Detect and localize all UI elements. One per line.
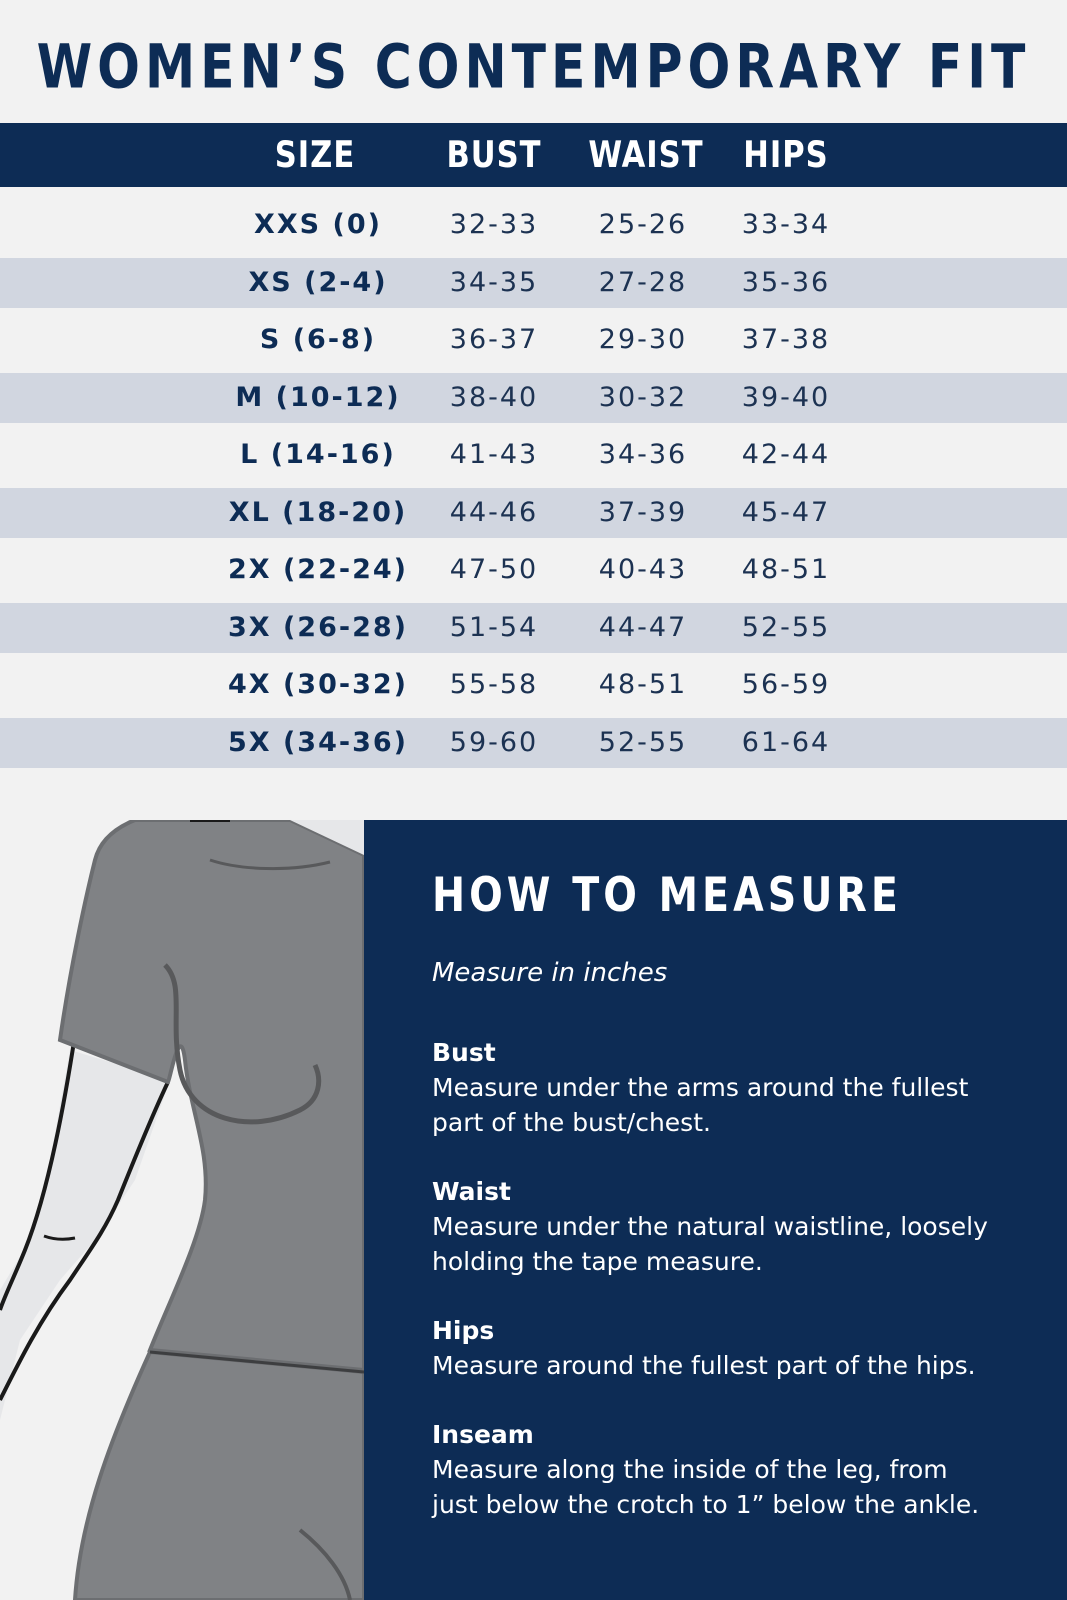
measure-heading: Waist — [432, 1177, 511, 1206]
cell-waist: 30-32 — [598, 381, 688, 413]
table-row — [0, 315, 1067, 365]
table-row — [0, 603, 1067, 653]
cell-bust: 38-40 — [449, 381, 539, 413]
cell-size: L (14-16) — [240, 439, 396, 470]
table-row — [0, 200, 1067, 250]
measure-text: Measure under the arms around the fullest — [432, 1073, 969, 1102]
table-header — [0, 123, 1067, 187]
cell-hips: 39-40 — [741, 381, 831, 413]
cell-size: 2X (22-24) — [227, 554, 409, 585]
cell-hips: 35-36 — [741, 266, 831, 298]
cell-waist: 25-26 — [598, 209, 688, 240]
cell-hips: 37-38 — [741, 324, 831, 355]
cell-hips: 45-47 — [741, 496, 831, 528]
cell-size: XS (2-4) — [248, 266, 388, 298]
cell-waist: 44-47 — [598, 611, 688, 643]
cell-waist: 29-30 — [598, 324, 688, 355]
cell-bust: 47-50 — [449, 554, 539, 585]
measure-text: Measure under the natural waistline, loosely — [432, 1212, 988, 1241]
table-row — [0, 430, 1067, 480]
cell-hips: 52-55 — [741, 611, 831, 643]
measure-text: part of the bust/chest. — [432, 1108, 711, 1137]
cell-bust: 55-58 — [449, 669, 539, 700]
measure-units-note: Measure in inches — [432, 958, 668, 988]
measure-heading: Bust — [432, 1038, 496, 1067]
cell-waist: 48-51 — [598, 669, 688, 700]
cell-size: XL (18-20) — [228, 496, 408, 528]
table-row — [0, 545, 1067, 595]
page-title: WOMEN’S CONTEMPORARY FIT — [36, 32, 1031, 103]
measure-heading: Inseam — [432, 1420, 534, 1449]
cell-waist: 27-28 — [598, 266, 688, 298]
cell-hips: 33-34 — [741, 209, 831, 240]
measure-text: Measure around the fullest part of the hips. — [432, 1351, 976, 1380]
table-row — [0, 660, 1067, 710]
cell-size: 4X (30-32) — [227, 669, 409, 700]
cell-hips: 61-64 — [741, 726, 831, 758]
measure-item-inseam — [432, 1418, 1032, 1522]
cell-bust: 51-54 — [449, 611, 539, 643]
cell-bust: 34-35 — [449, 266, 539, 298]
header-size: SIZE — [274, 133, 356, 177]
cell-waist: 37-39 — [598, 496, 688, 528]
cell-bust: 59-60 — [449, 726, 539, 758]
cell-waist: 40-43 — [598, 554, 688, 585]
header-hips: HIPS — [743, 133, 829, 177]
cell-size: S (6-8) — [259, 324, 377, 355]
table-row — [0, 718, 1067, 768]
table-row — [0, 373, 1067, 423]
measure-item-bust — [432, 1036, 1032, 1140]
cell-size: 5X (34-36) — [227, 726, 409, 758]
cell-hips: 56-59 — [741, 669, 831, 700]
cell-bust: 44-46 — [449, 496, 539, 528]
cell-bust: 41-43 — [449, 439, 539, 470]
measure-item-waist — [432, 1175, 1032, 1279]
measure-text: Measure along the inside of the leg, from — [432, 1455, 948, 1484]
header-waist: WAIST — [588, 133, 704, 177]
header-bust: BUST — [446, 133, 542, 177]
cell-waist: 34-36 — [598, 439, 688, 470]
measure-text: just below the crotch to 1” below the ankle. — [432, 1490, 980, 1519]
how-to-measure-title: HOW TO MEASURE — [432, 868, 902, 924]
cell-size: XXS (0) — [254, 209, 382, 240]
table-row — [0, 258, 1067, 308]
measure-text: holding the tape measure. — [432, 1247, 763, 1276]
how-to-measure-panel — [364, 820, 1067, 1600]
cell-bust: 36-37 — [449, 324, 539, 355]
cell-hips: 48-51 — [741, 554, 831, 585]
cell-size: 3X (26-28) — [227, 611, 409, 643]
table-row — [0, 488, 1067, 538]
measure-heading: Hips — [432, 1316, 495, 1345]
measure-item-hips — [432, 1314, 1032, 1383]
cell-waist: 52-55 — [598, 726, 688, 758]
cell-size: M (10-12) — [235, 381, 401, 413]
cell-bust: 32-33 — [449, 209, 539, 240]
body-figure-illustration — [0, 820, 364, 1600]
cell-hips: 42-44 — [741, 439, 831, 470]
